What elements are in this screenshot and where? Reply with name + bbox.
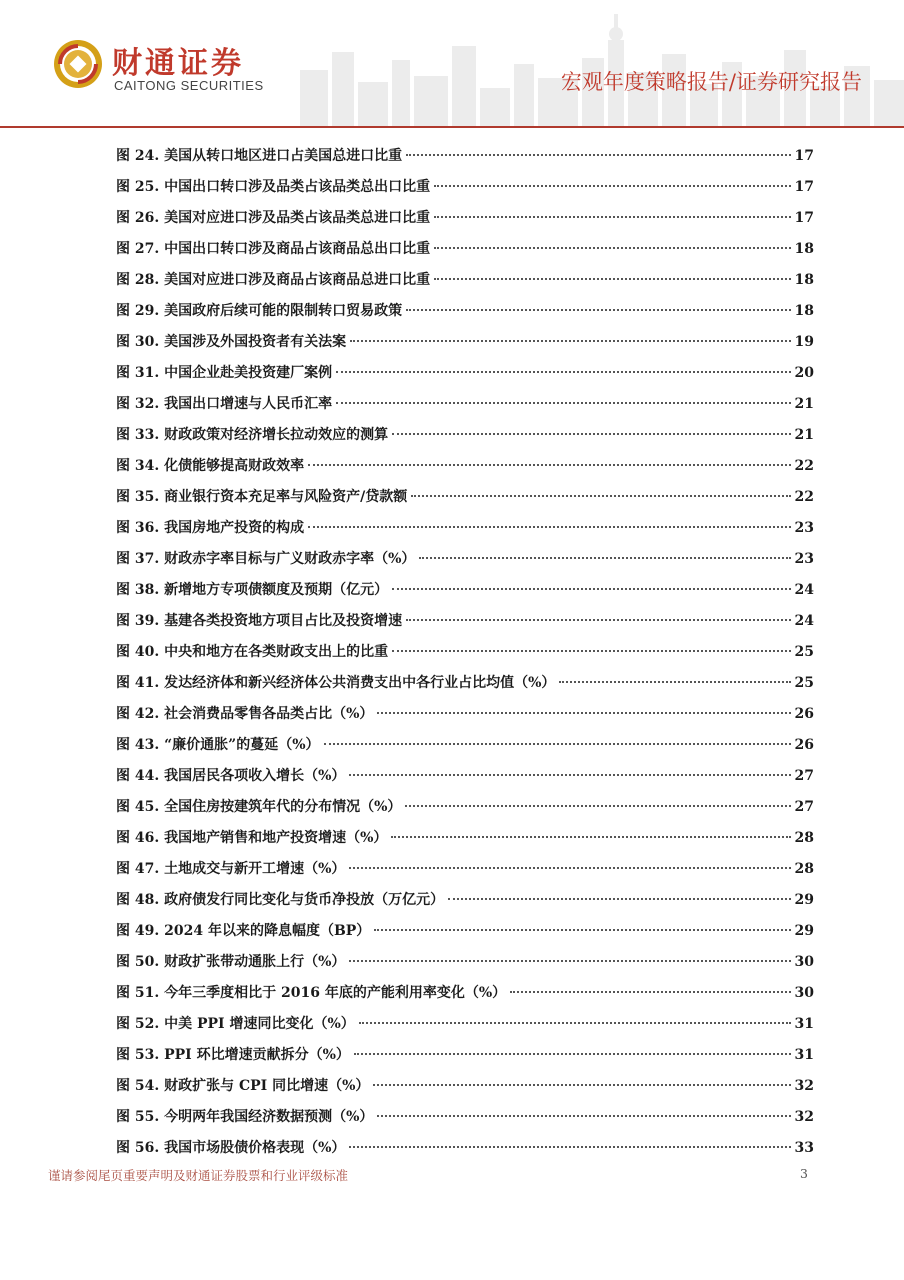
toc-entry[interactable] xyxy=(116,544,814,575)
toc-entry-title: 图 51. 今年三季度相比于 2016 年底的产能利用率变化（%） xyxy=(116,985,507,1001)
toc-entry-title: 图 26. 美国对应进口涉及品类占该品类总进口比重 xyxy=(116,210,431,226)
toc-entry[interactable] xyxy=(116,141,814,172)
toc-entry[interactable] xyxy=(116,265,814,296)
toc-dot-leader xyxy=(392,650,790,652)
toc-entry[interactable] xyxy=(116,420,814,451)
toc-entry-page-number: 29 xyxy=(794,892,814,908)
toc-dot-leader xyxy=(324,743,791,745)
toc-entry[interactable] xyxy=(116,451,814,482)
toc-entry[interactable] xyxy=(116,606,814,637)
toc-entry-title: 图 41. 发达经济体和新兴经济体公共消费支出中各行业占比均值（%） xyxy=(116,675,556,691)
toc-entry-title: 图 52. 中美 PPI 增速同比变化（%） xyxy=(116,1016,355,1032)
toc-entry[interactable] xyxy=(116,885,814,916)
toc-entry-title: 图 24. 美国从转口地区进口占美国总进口比重 xyxy=(116,148,403,164)
toc-entry[interactable] xyxy=(116,203,814,234)
toc-dot-leader xyxy=(354,1053,791,1055)
toc-entry-page-number: 18 xyxy=(794,303,814,319)
toc-entry-title: 图 33. 财政政策对经济增长拉动效应的测算 xyxy=(116,427,389,443)
toc-entry-page-number: 21 xyxy=(794,427,814,443)
toc-entry-title: 图 50. 财政扩张带动通胀上行（%） xyxy=(116,954,346,970)
toc-entry-page-number: 18 xyxy=(794,272,814,288)
toc-entry-title: 图 25. 中国出口转口涉及品类占该品类总出口比重 xyxy=(116,179,431,195)
toc-entry-page-number: 31 xyxy=(794,1047,814,1063)
toc-entry[interactable] xyxy=(116,730,814,761)
toc-dot-leader xyxy=(434,278,790,280)
toc-entry-title: 图 48. 政府债发行同比变化与货币净投放（万亿元） xyxy=(116,892,445,908)
toc-entry-page-number: 24 xyxy=(794,582,814,598)
toc-dot-leader xyxy=(349,867,790,869)
toc-entry-page-number: 17 xyxy=(794,179,814,195)
caitong-coin-logo-icon xyxy=(52,38,104,90)
toc-entry[interactable] xyxy=(116,327,814,358)
toc-entry-page-number: 28 xyxy=(794,830,814,846)
toc-entry[interactable] xyxy=(116,637,814,668)
toc-entry[interactable] xyxy=(116,296,814,327)
toc-dot-leader xyxy=(349,960,790,962)
toc-entry-page-number: 26 xyxy=(794,737,814,753)
toc-entry-page-number: 32 xyxy=(794,1109,814,1125)
toc-dot-leader xyxy=(419,557,790,559)
toc-entry-page-number: 30 xyxy=(794,985,814,1001)
toc-entry[interactable] xyxy=(116,358,814,389)
toc-entry-title: 图 37. 财政赤字率目标与广义财政赤字率（%） xyxy=(116,551,416,567)
toc-dot-leader xyxy=(349,1146,790,1148)
toc-entry-page-number: 26 xyxy=(794,706,814,722)
toc-entry-title: 图 45. 全国住房按建筑年代的分布情况（%） xyxy=(116,799,402,815)
toc-entry[interactable] xyxy=(116,792,814,823)
toc-entry[interactable] xyxy=(116,234,814,265)
toc-entry-page-number: 27 xyxy=(794,768,814,784)
toc-dot-leader xyxy=(336,371,790,373)
toc-dot-leader xyxy=(434,247,790,249)
toc-entry[interactable] xyxy=(116,482,814,513)
toc-entry-title: 图 40. 中央和地方在各类财政支出上的比重 xyxy=(116,644,389,660)
brand-name-english: CAITONG SECURITIES xyxy=(114,78,264,93)
toc-dot-leader xyxy=(359,1022,791,1024)
toc-entry-page-number: 29 xyxy=(794,923,814,939)
toc-entry-title: 图 32. 我国出口增速与人民币汇率 xyxy=(116,396,333,412)
toc-entry-title: 图 47. 土地成交与新开工增速（%） xyxy=(116,861,346,877)
toc-dot-leader xyxy=(350,340,790,342)
toc-entry-title: 图 55. 今明两年我国经济数据预测（%） xyxy=(116,1109,374,1125)
toc-dot-leader xyxy=(405,805,790,807)
toc-entry[interactable] xyxy=(116,172,814,203)
toc-entry-page-number: 20 xyxy=(794,365,814,381)
brand-name-chinese: 财通证券 xyxy=(112,46,244,81)
toc-entry-page-number: 24 xyxy=(794,613,814,629)
toc-entry[interactable] xyxy=(116,1102,814,1133)
page-header xyxy=(0,0,904,130)
toc-entry-title: 图 49. 2024 年以来的降息幅度（BP） xyxy=(116,923,371,939)
toc-entry-title: 图 31. 中国企业赴美投资建厂案例 xyxy=(116,365,333,381)
toc-entry-title: 图 27. 中国出口转口涉及商品占该商品总出口比重 xyxy=(116,241,431,257)
toc-entry-title: 图 36. 我国房地产投资的构成 xyxy=(116,520,305,536)
toc-entry[interactable] xyxy=(116,668,814,699)
footer-disclaimer: 谨请参阅尾页重要声明及财通证券股票和行业评级标准 xyxy=(48,1168,349,1183)
toc-entry-page-number: 22 xyxy=(794,489,814,505)
toc-entry-page-number: 33 xyxy=(794,1140,814,1156)
toc-dot-leader xyxy=(336,402,790,404)
toc-dot-leader xyxy=(308,464,790,466)
toc-entry-page-number: 25 xyxy=(794,675,814,691)
toc-dot-leader xyxy=(406,619,790,621)
toc-entry-page-number: 19 xyxy=(794,334,814,350)
toc-entry-page-number: 23 xyxy=(794,551,814,567)
toc-dot-leader xyxy=(349,774,790,776)
toc-dot-leader xyxy=(411,495,790,497)
toc-dot-leader xyxy=(377,1115,790,1117)
toc-dot-leader xyxy=(406,154,790,156)
toc-entry-page-number: 22 xyxy=(794,458,814,474)
toc-dot-leader xyxy=(392,588,790,590)
toc-entry[interactable] xyxy=(116,1040,814,1071)
toc-entry-page-number: 25 xyxy=(794,644,814,660)
toc-entry-title: 图 29. 美国政府后续可能的限制转口贸易政策 xyxy=(116,303,403,319)
toc-dot-leader xyxy=(374,929,790,931)
toc-entry-title: 图 43. “廉价通胀”的蔓延（%） xyxy=(116,737,320,753)
toc-entry-page-number: 18 xyxy=(794,241,814,257)
toc-entry-title: 图 34. 化债能够提高财政效率 xyxy=(116,458,305,474)
toc-entry-title: 图 35. 商业银行资本充足率与风险资产/贷款额 xyxy=(116,489,408,505)
toc-dot-leader xyxy=(434,216,790,218)
toc-entry-page-number: 28 xyxy=(794,861,814,877)
header-divider xyxy=(0,126,904,128)
toc-entry[interactable] xyxy=(116,699,814,730)
toc-entry[interactable] xyxy=(116,761,814,792)
toc-dot-leader xyxy=(391,836,790,838)
toc-entry[interactable] xyxy=(116,1009,814,1040)
toc-entry-title: 图 30. 美国涉及外国投资者有关法案 xyxy=(116,334,347,350)
toc-entry[interactable] xyxy=(116,389,814,420)
toc-entry-title: 图 39. 基建各类投资地方项目占比及投资增速 xyxy=(116,613,403,629)
toc-dot-leader xyxy=(377,712,790,714)
toc-entry[interactable] xyxy=(116,1071,814,1102)
toc-entry[interactable] xyxy=(116,1133,814,1164)
page-number: 3 xyxy=(800,1166,808,1181)
toc-entry[interactable] xyxy=(116,916,814,947)
toc-entry-title: 图 38. 新增地方专项债额度及预期（亿元） xyxy=(116,582,389,598)
toc-entry-title: 图 28. 美国对应进口涉及商品占该商品总进口比重 xyxy=(116,272,431,288)
toc-entry-title: 图 44. 我国居民各项收入增长（%） xyxy=(116,768,346,784)
toc-entry[interactable] xyxy=(116,575,814,606)
toc-entry[interactable] xyxy=(116,854,814,885)
toc-dot-leader xyxy=(308,526,790,528)
toc-entry-title: 图 56. 我国市场股债价格表现（%） xyxy=(116,1140,346,1156)
toc-dot-leader xyxy=(406,309,790,311)
toc-entry-page-number: 31 xyxy=(794,1016,814,1032)
toc-entry-page-number: 32 xyxy=(794,1078,814,1094)
toc-entry-page-number: 23 xyxy=(794,520,814,536)
toc-entry-title: 图 42. 社会消费品零售各品类占比（%） xyxy=(116,706,374,722)
toc-entry-title: 图 46. 我国地产销售和地产投资增速（%） xyxy=(116,830,388,846)
toc-entry-page-number: 21 xyxy=(794,396,814,412)
toc-dot-leader xyxy=(392,433,790,435)
report-type-label: 宏观年度策略报告/证券研究报告 xyxy=(560,70,862,94)
toc-entry[interactable] xyxy=(116,947,814,978)
toc-entry[interactable] xyxy=(116,513,814,544)
toc-entry-title: 图 54. 财政扩张与 CPI 同比增速（%） xyxy=(116,1078,370,1094)
toc-entry-title: 图 53. PPI 环比增速贡献拆分（%） xyxy=(116,1047,350,1063)
toc-dot-leader xyxy=(510,991,790,993)
toc-dot-leader xyxy=(373,1084,790,1086)
toc-dot-leader xyxy=(448,898,790,900)
toc-entry-page-number: 30 xyxy=(794,954,814,970)
figure-table-of-contents xyxy=(116,141,814,1164)
toc-dot-leader xyxy=(434,185,790,187)
toc-entry[interactable] xyxy=(116,823,814,854)
toc-dot-leader xyxy=(559,681,790,683)
toc-entry-page-number: 27 xyxy=(794,799,814,815)
toc-entry[interactable] xyxy=(116,978,814,1009)
toc-entry-page-number: 17 xyxy=(794,148,814,164)
toc-entry-page-number: 17 xyxy=(794,210,814,226)
